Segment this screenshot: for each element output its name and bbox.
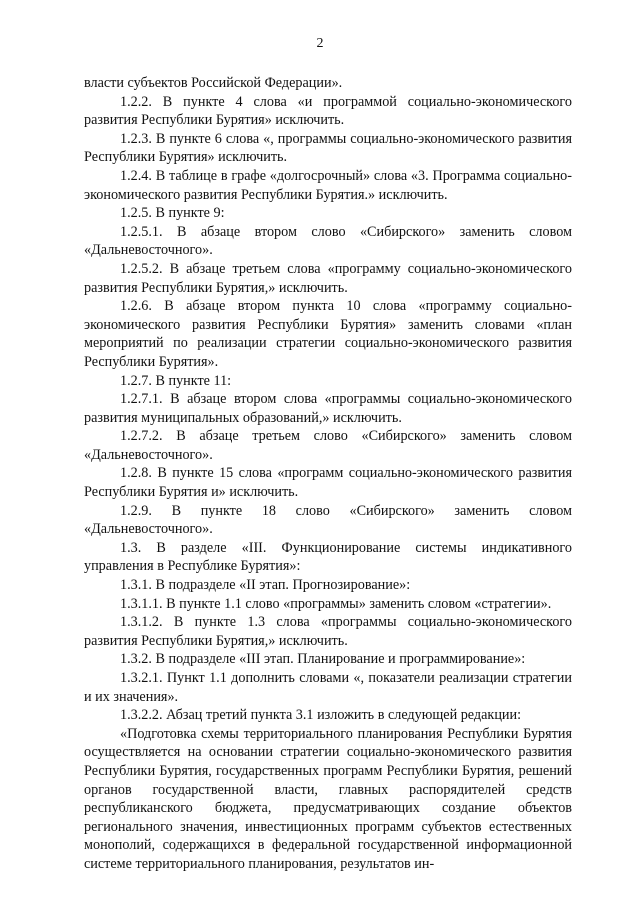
paragraph: 1.3.2.1. Пункт 1.1 дополнить словами «, показатели реализации стратегии и их значения». [84,670,572,705]
paragraph: 1.2.3. В пункте 6 слова «, программы социально-экономического развития Республики Бурятия» исключить. [84,130,572,166]
paragraph: власти субъектов Российской Федерации». [84,75,343,91]
paragraph: 1.3.2.2. Абзац третий пункта 3.1 изложить в следующей редакции: [120,707,522,724]
paragraph: 1.2.5.2. В абзаце третьем слова «программу социально-экономического развития Республики Бурятия,» исключить. [84,260,572,296]
paragraph: 1.2.7.1. В абзаце втором слова «программы социально-экономического развития муниципальных образований,» исключить. [84,391,572,426]
paragraph: 1.3.1.1. В пункте 1.1 слово «программы» заменить словом «стратегии». [120,595,552,612]
paragraph: 1.3.1.2. В пункте 1.3 слова «программы социально-экономического развития Республики Бурятия,» исключить. [84,614,572,649]
paragraph: 1.2.5. В пункте 9: [120,205,225,222]
paragraph: 1.2.5.1. В абзаце втором слово «Сибирского» заменить словом «Дальневосточного». [84,223,572,259]
paragraph: 1.2.7. В пункте 11: [120,372,232,389]
paragraph: 1.3. В разделе «III. Функционирование системы индикативного управления в Республике Бурятия»: [84,539,572,575]
paragraph: 1.2.6. В абзаце втором пункта 10 слова «программу социально-экономического развития Республики Бурятия» заменить словами «план мероприятий по реализации стратегии социально-экономического развития Республики Бурятия». [84,298,572,370]
paragraph: 1.2.9. В пункте 18 слово «Сибирского» заменить словом «Дальневосточного». [84,502,572,538]
paragraph: 1.3.1. В подразделе «II этап. Прогнозирование»: [120,577,411,594]
document-body [84,74,572,874]
paragraph: 1.3.2. В подразделе «III этап. Планирование и программирование»: [120,651,526,668]
paragraph: 1.2.8. В пункте 15 слова «программ социально-экономического развития Республики Бурятия и» исключить. [84,465,572,501]
paragraph: 1.2.7.2. В абзаце третьем слово «Сибирского» заменить словом «Дальневосточного». [84,428,572,463]
paragraph: 1.2.4. В таблице в графе «долгосрочный» слова «3. Программа социально-экономического развития Республики Бурятия.» исключить. [84,167,572,203]
page-number: 2 [316,36,324,51]
paragraph: «Подготовка схемы территориального планирования Республики Бурятия осуществляется на основании стратегии социально-экономического развития Республики Бурятия, государственных программ Республики Бурятия, решений органов государственной власти, главных распорядителей средств республиканского бюджета, предусматривающих создание объектов регионального значения, инвестиционных программ субъектов естественных монополий, содержащихся в федеральной государственной информационной системе территориального планирования, результатов ин- [84,725,572,872]
paragraph: 1.2.2. В пункте 4 слова «и программой социально-экономического развития Республики Бурятия» исключить. [84,93,572,129]
